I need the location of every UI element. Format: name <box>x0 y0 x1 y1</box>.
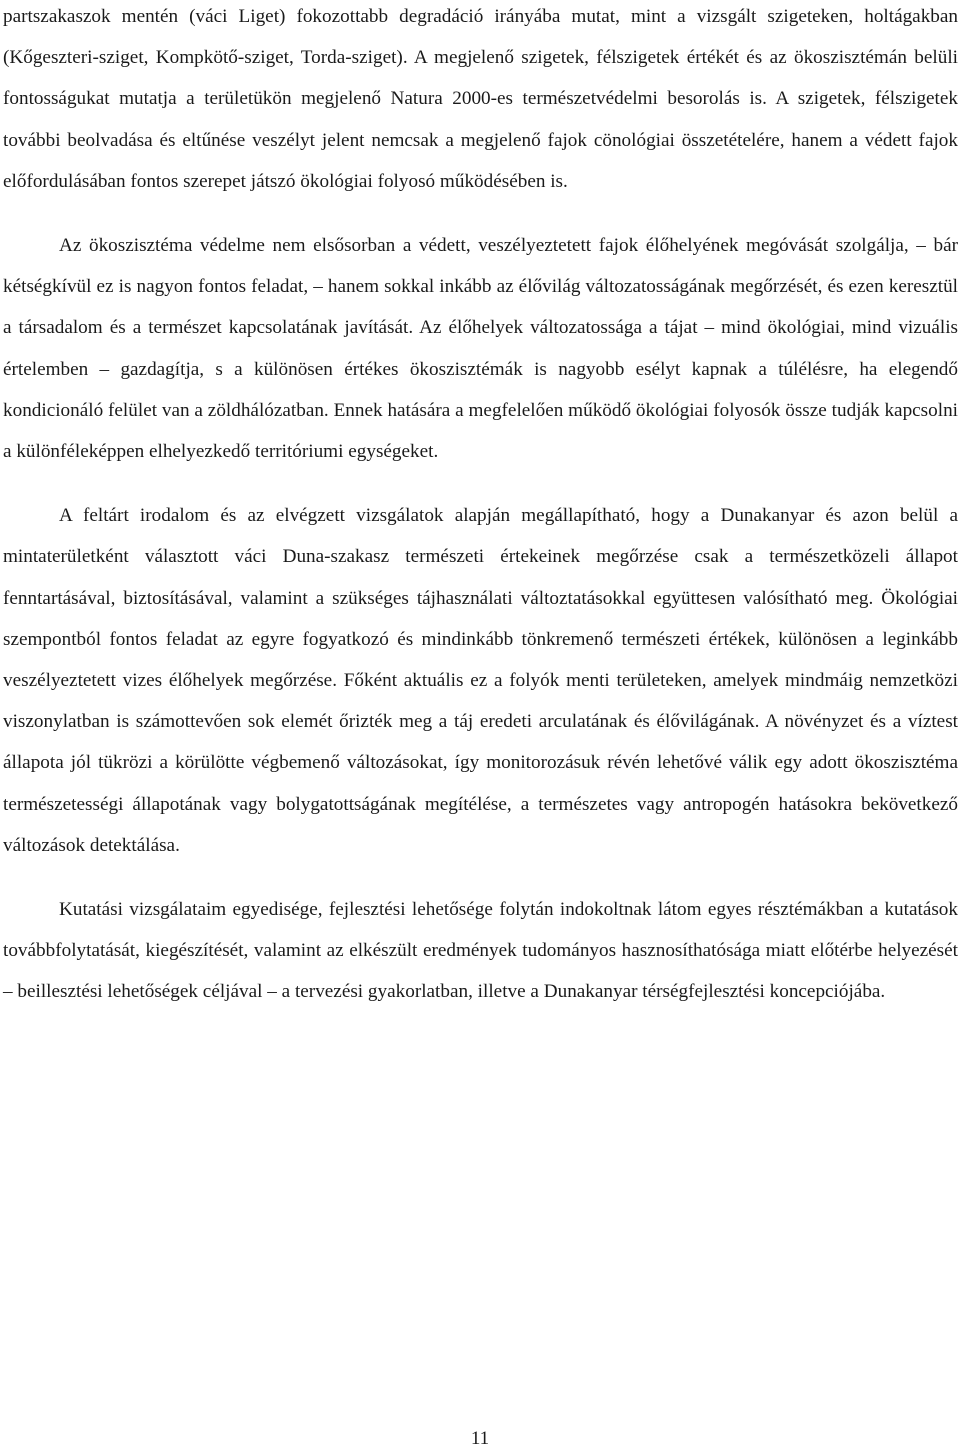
document-page <box>3 0 958 1013</box>
paragraph-ecosystem-protection: Az ökoszisztéma védelme nem elsősorban a védett, veszélyeztetett fajok élőhelyének megóvását szolgálja, – bár kétségkívül ez is nagyon fontos feladat, – hanem sokkal inkább az élővilág változatosságának megőrzését, és ezen keresztül a társadalom és a természet kapcsolatának javítását. Az élőhelyek változatossága a tájat – mind ökológiai, mind vizuális értelemben – gazdagítja, s a különösen értékes ökoszisztémák is nagyobb esélyt kapnak a túlélésre, ha elegendő kondicionáló felület van a zöldhálózatban. Ennek hatására a megfelelően működő ökológiai folyosók össze tudják kapcsolni a különféleképpen elhelyezkedő territóriumi egységeket. <box>3 235 958 463</box>
paragraph-future-research: Kutatási vizsgálataim egyedisége, fejlesztési lehetősége folytán indokoltnak látom egyes résztémákban a kutatások továbbfolytatását, kiegészítését, valamint az elkészült eredmények tudományos hasznosíthatósága miatt előtérbe helyezését – beillesztési lehetőségek céljával – a tervezési gyakorlatban, illetve a Dunakanyar térségfejlesztési koncepciójába. <box>3 899 958 1003</box>
paragraph-continuation: partszakaszok mentén (váci Liget) fokozottabb degradáció irányába mutat, mint a vizsgált szigeteken, holtágakban (Kőgeszteri-sziget, Kompkötő-sziget, Torda-sziget). A megjelenő szigetek, félszigetek értékét és az ökoszisztémán belüli fontosságukat mutatja a területükön megjelenő Natura 2000-es természetvédelmi besorolás is. A szigetek, félszigetek további beolvadása és eltűnése veszélyt jelent nemcsak a megjelenő fajok cönológiai összetételére, hanem a védett fajok előfordulásában fontos szerepet játszó ökológiai folyosó működésében is. <box>3 6 958 192</box>
paragraph-findings: A feltárt irodalom és az elvégzett vizsgálatok alapján megállapítható, hogy a Dunakanyar és azon belül a mintaterületként választott váci Duna-szakasz természeti értekeinek megőrzése csak a természetközeli állapot fenntartásával, biztosításával, valamint a szükséges tájhasználati változtatásokkal együttesen valósítható meg. Ökológiai szempontból fontos feladat az egyre fogyatkozó és mindinkább tönkremenő természeti értékek, különösen a leginkább veszélyeztetett vizes élőhelyek megőrzése. Főként aktuális ez a folyók menti területeken, amelyek mindmáig nemzetközi viszonylatban is számottevően sok elemét őrizték meg a táj eredeti arculatának és élővilágának. A növényzet és a víztest állapota jól tükrözi a körülötte végbemenő változásokat, így monitorozásuk révén lehetővé válik egy adott ökoszisztéma természetességi állapotának vagy bolygatottságának megítélése, a természetes vagy antropogén hatásokra bekövetkező változások detektálása. <box>3 505 958 856</box>
page-number: 11 <box>470 1428 490 1449</box>
